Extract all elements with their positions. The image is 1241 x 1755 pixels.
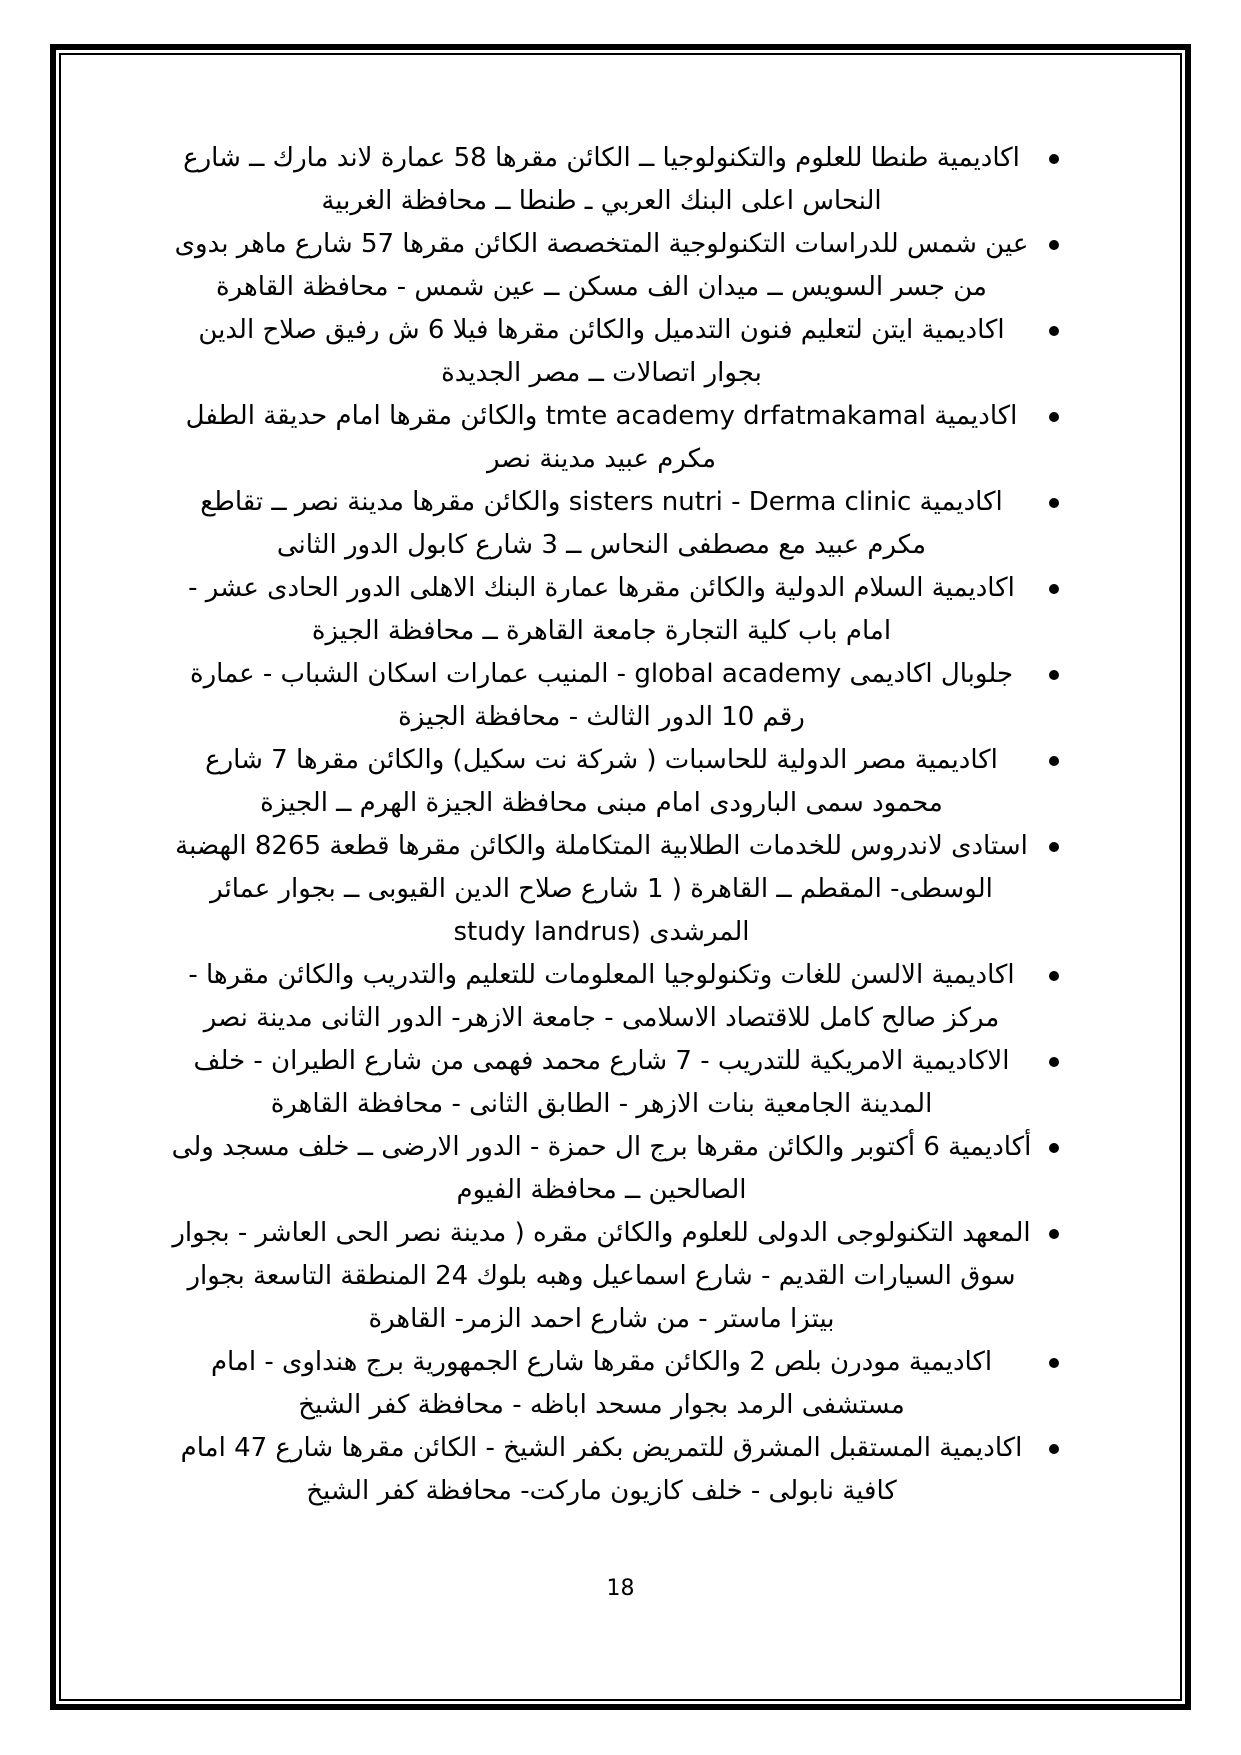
list-item bbox=[170, 653, 1033, 739]
list-item bbox=[170, 825, 1033, 954]
list-item bbox=[170, 395, 1033, 481]
list-item-text: اكاديمية sisters nutri - Derma clinic والكائن مقرها مدينة نصر ــ تقاطع مكرم عبيد مع مصطفى النحاس ــ 3 شارع كابول الدور الثانى bbox=[200, 487, 1003, 560]
bullet-icon bbox=[1049, 412, 1059, 422]
list-item bbox=[170, 567, 1033, 653]
list-item-text: عين شمس للدراسات التكنولوجية المتخصصة الكائن مقرها 57 شارع ماهر بدوى من جسر السويس ــ ميدان الف مسكن ــ عين شمس - محافظة القاهرة bbox=[174, 229, 1029, 302]
list-item bbox=[170, 1427, 1033, 1513]
text-area bbox=[58, 55, 1183, 1513]
page-number: 18 bbox=[606, 1576, 635, 1601]
bullet-icon bbox=[1049, 326, 1059, 336]
list-item bbox=[170, 481, 1033, 567]
list-item-text: الاكاديمية الامريكية للتدريب - 7 شارع محمد فهمى من شارع الطيران - خلف المدينة الجامعية بنات الازهر - الطابق الثانى - محافظة القاهرة bbox=[193, 1046, 1010, 1119]
bullet-icon bbox=[1049, 154, 1059, 164]
list-item bbox=[170, 223, 1033, 309]
list-item bbox=[170, 1212, 1033, 1341]
bullet-icon bbox=[1049, 971, 1059, 981]
list-item-text: اكاديمية السلام الدولية والكائن مقرها عمارة البنك الاهلى الدور الحادى عشر - امام باب كلية التجارة جامعة القاهرة ــ محافظة الجيزة bbox=[188, 573, 1015, 646]
bullet-icon bbox=[1049, 756, 1059, 766]
list-item-text: اكاديمية مصر الدولية للحاسبات ( شركة نت سكيل) والكائن مقرها 7 شارع محمود سمى البارودى امام مبنى محافظة الجيزة الهرم ــ الجيزة bbox=[205, 745, 998, 818]
list-item bbox=[170, 1341, 1033, 1427]
list-item-text: اكاديمية tmte academy drfatmakamal والكائن مقرها امام حديقة الطفل مكرم عبيد مدينة نصر bbox=[185, 401, 1018, 474]
list-item-text: جلوبال اكاديمى global academy - المنيب عمارات اسكان الشباب - عمارة رقم 10 الدور الثالث - محافظة الجيزة bbox=[189, 659, 1014, 732]
list-item bbox=[170, 1040, 1033, 1126]
bullet-icon bbox=[1049, 1229, 1059, 1239]
list-item-text: اكاديمية المستقبل المشرق للتمريض بكفر الشيخ - الكائن مقرها شارع 47 امام كافية نابولى - خلف كازيون ماركت- محافظة كفر الشيخ bbox=[180, 1433, 1023, 1506]
academy-list bbox=[170, 137, 1033, 1513]
list-item-text: المعهد التكنولوجى الدولى للعلوم والكائن مقره ( مدينة نصر الحى العاشر - بجوار سوق السيارات القديم - شارع اسماعيل وهبه بلوك 24 المنطقة التاسعة بجوار بيتزا ماستر - من شارع احمد الزمر- القاهرة bbox=[172, 1218, 1031, 1334]
bullet-icon bbox=[1049, 1358, 1059, 1368]
bullet-icon bbox=[1049, 240, 1059, 250]
list-item bbox=[170, 1126, 1033, 1212]
list-item bbox=[170, 954, 1033, 1040]
list-item bbox=[170, 739, 1033, 825]
list-item-text: اكاديمية طنطا للعلوم والتكنولوجيا ــ الكائن مقرها 58 عمارة لاند مارك ــ شارع النحاس اعلى البنك العربي ـ طنطا ــ محافظة الغربية bbox=[183, 143, 1020, 216]
bullet-icon bbox=[1049, 498, 1059, 508]
bullet-icon bbox=[1049, 1057, 1059, 1067]
bullet-icon bbox=[1049, 842, 1059, 852]
list-item-text: أكاديمية 6 أكتوبر والكائن مقرها برج ال حمزة - الدور الارضى ــ خلف مسجد ولى الصالحين ــ محافظة الفيوم bbox=[171, 1132, 1032, 1205]
list-item-text: استادى لاندروس للخدمات الطلابية المتكاملة والكائن مقرها قطعة 8265 الهضبة الوسطى- المقطم ــ القاهرة ( 1 شارع صلاح الدين القيوبى ــ بجوار عمائر المرشدى (study landrus bbox=[175, 831, 1028, 947]
list-item-text: اكاديمية مودرن بلص 2 والكائن مقرها شارع الجمهورية برج هنداوى - امام مستشفى الرمد بجوار مسحد اباظه - محافظة كفر الشيخ bbox=[210, 1347, 993, 1420]
bullet-icon bbox=[1049, 584, 1059, 594]
list-item bbox=[170, 137, 1033, 223]
bullet-icon bbox=[1049, 1143, 1059, 1153]
bullet-icon bbox=[1049, 670, 1059, 680]
bullet-icon bbox=[1049, 1444, 1059, 1454]
list-item bbox=[170, 309, 1033, 395]
list-item-text: اكاديمية الالسن للغات وتكنولوجيا المعلومات للتعليم والتدريب والكائن مقرها - مركز صالح كامل للاقتصاد الاسلامى - جامعة الازهر- الدور الثانى مدينة نصر bbox=[188, 960, 1015, 1033]
list-item-text: اكاديمية ايتن لتعليم فنون التدميل والكائن مقرها فيلا 6 ش رفيق صلاح الدين بجوار اتصالات ــ مصر الجديدة bbox=[198, 315, 1005, 388]
page-content bbox=[58, 55, 1183, 1699]
